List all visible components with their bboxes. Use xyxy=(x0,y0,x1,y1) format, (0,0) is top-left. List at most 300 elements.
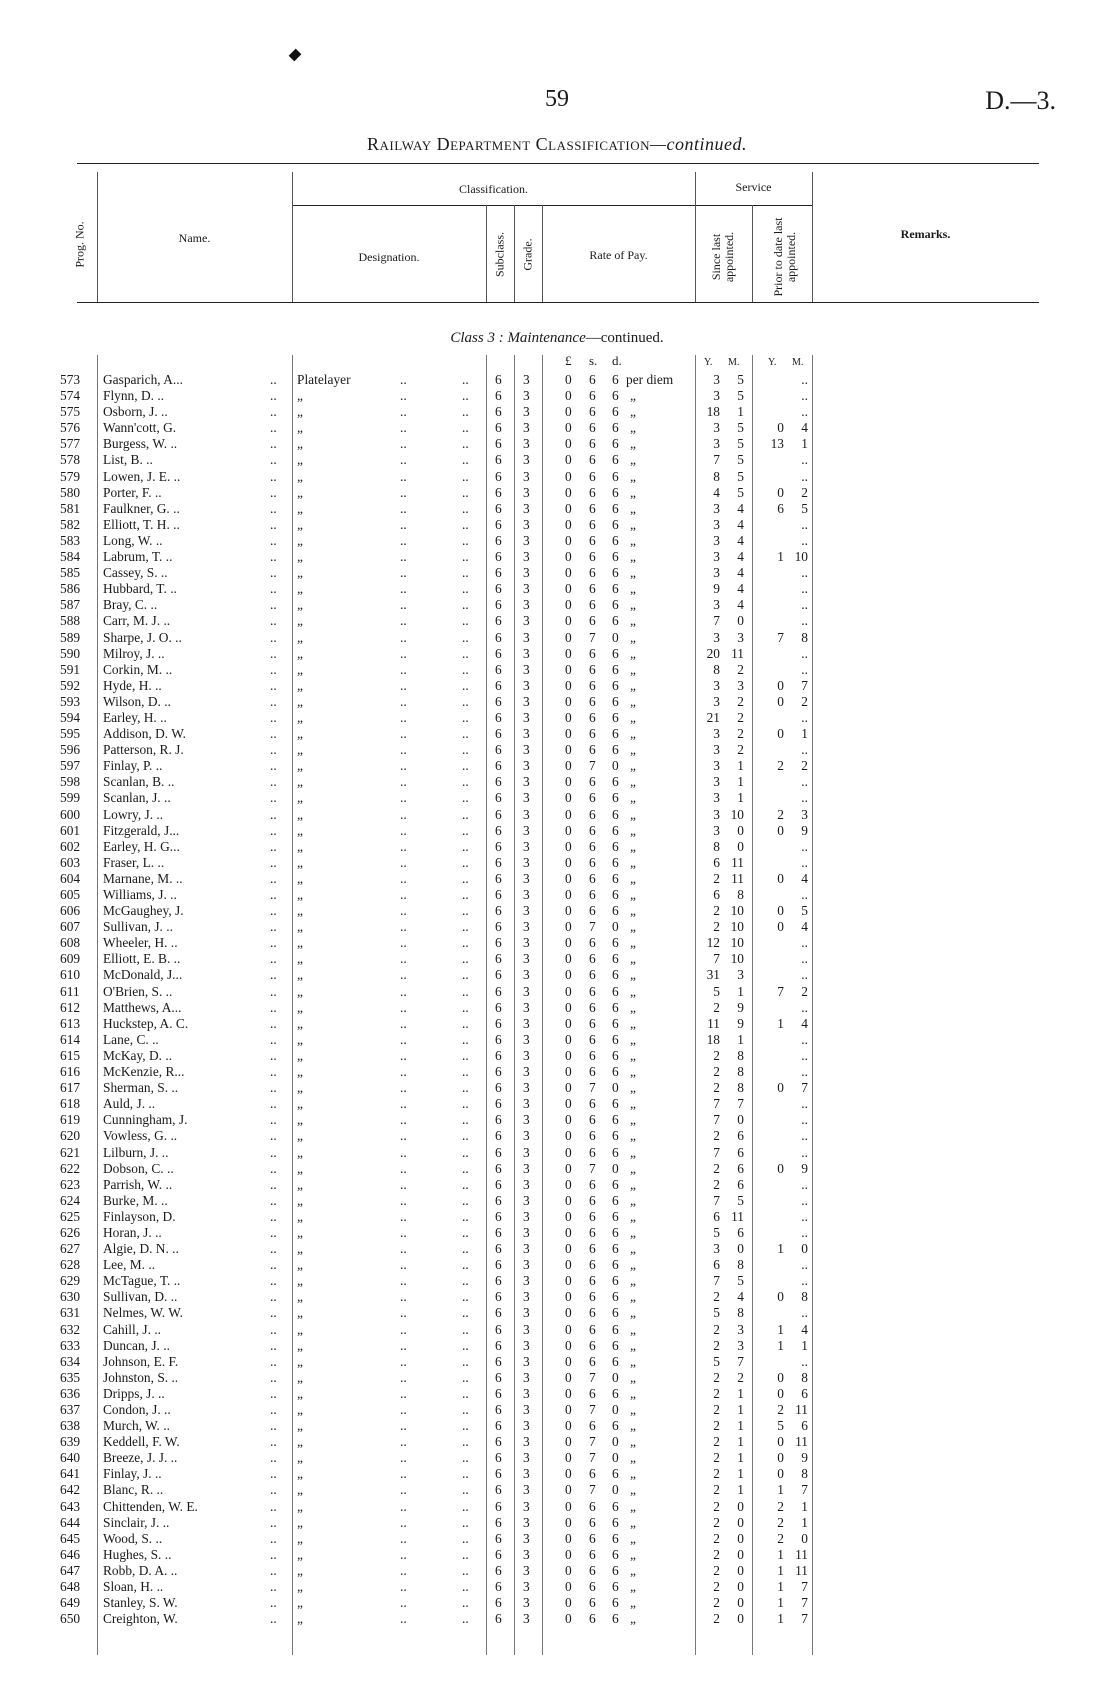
leader-dots: .. xyxy=(462,790,469,806)
leader-dots: .. xyxy=(462,822,469,838)
prior-months: 3 xyxy=(801,806,808,822)
leader-dots: .. xyxy=(462,677,469,693)
pay-period: per diem xyxy=(626,372,674,387)
prior-years: 1 xyxy=(777,549,784,565)
prior-months: .. xyxy=(801,1128,808,1144)
grade: 3 xyxy=(523,1160,530,1176)
leader-dots: .. xyxy=(400,661,407,677)
pay-pounds: 0 xyxy=(565,1176,572,1192)
pay-period: „ xyxy=(630,1434,636,1450)
table-row xyxy=(0,1145,1114,1161)
pay-pence: 6 xyxy=(612,1257,619,1273)
prior-months: 9 xyxy=(801,1450,808,1466)
grade: 3 xyxy=(523,1498,530,1514)
pay-period: „ xyxy=(630,1579,636,1595)
leader-dots: .. xyxy=(462,838,469,854)
pay-pounds: 0 xyxy=(565,1112,572,1128)
grade: 3 xyxy=(523,887,530,902)
unit-pence: d. xyxy=(612,353,622,368)
prog-no: 591 xyxy=(60,661,81,677)
table-row xyxy=(0,1579,1114,1595)
employee-name: Williams, J. .. xyxy=(103,887,177,902)
prior-months: .. xyxy=(801,1064,808,1080)
pay-pounds: 0 xyxy=(565,1418,572,1434)
since-months: 5 xyxy=(737,1273,744,1289)
since-years: 7 xyxy=(713,951,720,967)
prior-months: .. xyxy=(801,935,808,951)
table-row xyxy=(0,1322,1114,1338)
pay-period: „ xyxy=(630,436,636,452)
prior-months: 11 xyxy=(795,1402,808,1417)
pay-shillings: 7 xyxy=(589,1434,596,1450)
pay-shillings: 6 xyxy=(589,1385,596,1401)
grade: 3 xyxy=(523,1192,530,1208)
employee-name: Earley, H. .. xyxy=(103,709,167,725)
leader-dots: .. xyxy=(270,581,277,597)
pay-period: „ xyxy=(630,1611,636,1627)
designation: „ xyxy=(297,693,303,709)
subclass: 6 xyxy=(495,951,502,967)
pay-pounds: 0 xyxy=(565,388,572,404)
employee-name: Finlay, J. .. xyxy=(103,1466,162,1482)
leader-dots: .. xyxy=(462,742,469,758)
pay-shillings: 6 xyxy=(589,404,596,420)
pay-pence: 6 xyxy=(612,903,619,919)
pay-shillings: 6 xyxy=(589,1192,596,1208)
pay-period: „ xyxy=(630,420,636,436)
pay-shillings: 6 xyxy=(589,436,596,452)
pay-pounds: 0 xyxy=(565,1546,572,1562)
grade: 3 xyxy=(523,677,530,693)
since-years: 2 xyxy=(713,1064,720,1080)
table-row xyxy=(0,1402,1114,1418)
pay-shillings: 6 xyxy=(589,983,596,999)
employee-name: Burgess, W. .. xyxy=(103,436,178,452)
pay-shillings: 6 xyxy=(589,1611,596,1627)
since-months: 10 xyxy=(730,806,744,822)
prior-months: 5 xyxy=(801,903,808,919)
leader-dots: .. xyxy=(400,1241,407,1257)
pay-shillings: 6 xyxy=(589,1112,596,1128)
designation: „ xyxy=(297,500,303,516)
since-years: 11 xyxy=(707,1015,720,1031)
pay-shillings: 6 xyxy=(589,999,596,1015)
since-months: 8 xyxy=(737,1047,744,1063)
leader-dots: .. xyxy=(270,1482,277,1498)
prog-no: 590 xyxy=(60,645,81,661)
pay-pence: 6 xyxy=(612,1385,619,1401)
designation: „ xyxy=(297,1031,303,1047)
pay-period: „ xyxy=(630,629,636,645)
since-months: 5 xyxy=(737,468,744,484)
pay-pence: 0 xyxy=(612,1402,619,1417)
pay-pence: 6 xyxy=(612,983,619,999)
since-months: 10 xyxy=(730,935,744,951)
prior-months: .. xyxy=(801,404,808,420)
table-row xyxy=(0,758,1114,774)
pay-shillings: 6 xyxy=(589,1530,596,1546)
designation: „ xyxy=(297,1562,303,1578)
pay-pence: 6 xyxy=(612,999,619,1015)
since-years: 31 xyxy=(706,967,720,983)
pay-pence: 6 xyxy=(612,677,619,693)
since-months: 1 xyxy=(737,1031,744,1047)
page-title xyxy=(0,134,1114,155)
leader-dots: .. xyxy=(270,1289,277,1305)
prog-no: 619 xyxy=(60,1112,81,1128)
designation: „ xyxy=(297,935,303,951)
prior-months: 7 xyxy=(801,1595,808,1611)
pay-pence: 6 xyxy=(612,1112,619,1128)
table-row xyxy=(0,1096,1114,1112)
prior-months: .. xyxy=(801,1305,808,1321)
grade: 3 xyxy=(523,404,530,420)
prog-no: 634 xyxy=(60,1353,81,1369)
since-years: 5 xyxy=(713,1353,720,1369)
leader-dots: .. xyxy=(400,1080,407,1096)
since-years: 6 xyxy=(713,887,720,902)
leader-dots: .. xyxy=(400,1450,407,1466)
pay-pounds: 0 xyxy=(565,1160,572,1176)
pay-pounds: 0 xyxy=(565,1241,572,1257)
prog-no: 628 xyxy=(60,1257,81,1273)
employee-name: Hyde, H. .. xyxy=(103,677,162,693)
leader-dots: .. xyxy=(462,709,469,725)
designation: „ xyxy=(297,887,303,902)
pay-pounds: 0 xyxy=(565,742,572,758)
prog-no: 611 xyxy=(60,983,80,999)
employee-name: Labrum, T. .. xyxy=(103,549,173,565)
leader-dots: .. xyxy=(270,1530,277,1546)
pay-pence: 6 xyxy=(612,613,619,629)
employee-name: McKenzie, R... xyxy=(103,1064,185,1080)
leader-dots: .. xyxy=(270,484,277,500)
grade: 3 xyxy=(523,1337,530,1353)
prior-months: .. xyxy=(801,645,808,661)
subclass: 6 xyxy=(495,1273,502,1289)
subclass: 6 xyxy=(495,983,502,999)
subclass: 6 xyxy=(495,1080,502,1096)
pay-shillings: 6 xyxy=(589,1031,596,1047)
designation: „ xyxy=(297,919,303,935)
pay-pounds: 0 xyxy=(565,613,572,629)
leader-dots: .. xyxy=(462,999,469,1015)
pay-pounds: 0 xyxy=(565,1015,572,1031)
leader-dots: .. xyxy=(400,1192,407,1208)
subclass: 6 xyxy=(495,1096,502,1112)
table-row xyxy=(0,630,1114,646)
table-row xyxy=(0,1128,1114,1144)
since-months: 6 xyxy=(737,1224,744,1240)
leader-dots: .. xyxy=(270,693,277,709)
leader-dots: .. xyxy=(462,629,469,645)
header-designation: Designation. xyxy=(358,250,420,264)
pay-pounds: 0 xyxy=(565,581,572,597)
pay-pounds: 0 xyxy=(565,1096,572,1112)
since-years: 3 xyxy=(713,565,720,581)
prior-years: 1 xyxy=(777,1611,784,1627)
prog-no: 625 xyxy=(60,1208,81,1224)
subclass: 6 xyxy=(495,1353,502,1369)
since-months: 4 xyxy=(737,549,744,565)
prior-months: .. xyxy=(801,597,808,613)
prior-months: .. xyxy=(801,854,808,870)
prior-years: 2 xyxy=(777,1498,784,1514)
leader-dots: .. xyxy=(270,838,277,854)
prior-months: .. xyxy=(801,388,808,404)
leader-dots: .. xyxy=(270,935,277,951)
subclass: 6 xyxy=(495,1289,502,1305)
pay-shillings: 6 xyxy=(589,1562,596,1578)
pay-shillings: 7 xyxy=(589,1160,596,1176)
pay-shillings: 6 xyxy=(589,613,596,629)
table-row xyxy=(0,1289,1114,1305)
employee-name: Finlay, P. .. xyxy=(103,758,163,774)
prior-years: 5 xyxy=(777,1418,784,1434)
since-months: 4 xyxy=(737,565,744,581)
since-months: 8 xyxy=(737,1257,744,1273)
grade: 3 xyxy=(523,1450,530,1466)
leader-dots: .. xyxy=(270,388,277,404)
since-months: 2 xyxy=(737,742,744,758)
pay-shillings: 7 xyxy=(589,1402,596,1417)
leader-dots: .. xyxy=(400,1434,407,1450)
leader-dots: .. xyxy=(400,1498,407,1514)
leader-dots: .. xyxy=(270,758,277,774)
leader-dots: .. xyxy=(270,870,277,886)
subclass: 6 xyxy=(495,500,502,516)
pay-shillings: 7 xyxy=(589,758,596,774)
prior-months: 1 xyxy=(801,1337,808,1353)
since-months: 9 xyxy=(737,999,744,1015)
leader-dots: .. xyxy=(462,806,469,822)
leader-dots: .. xyxy=(462,1402,469,1417)
since-months: 3 xyxy=(737,629,744,645)
title-continued: —continued. xyxy=(649,134,747,154)
leader-dots: .. xyxy=(462,870,469,886)
leader-dots: .. xyxy=(270,999,277,1015)
leader-dots: .. xyxy=(270,1595,277,1611)
since-years: 3 xyxy=(713,693,720,709)
prog-no: 575 xyxy=(60,404,81,420)
pay-period: „ xyxy=(630,1402,636,1417)
table-row xyxy=(0,1257,1114,1273)
employee-name: Porter, F. .. xyxy=(103,484,162,500)
leader-dots: .. xyxy=(270,1385,277,1401)
since-months: 2 xyxy=(737,709,744,725)
pay-shillings: 6 xyxy=(589,774,596,790)
leader-dots: .. xyxy=(462,613,469,629)
subclass: 6 xyxy=(495,565,502,581)
pay-pounds: 0 xyxy=(565,549,572,565)
prog-no: 626 xyxy=(60,1224,81,1240)
pay-pence: 0 xyxy=(612,1369,619,1385)
grade: 3 xyxy=(523,629,530,645)
since-years: 2 xyxy=(713,1385,720,1401)
employee-name: Creighton, W. xyxy=(103,1611,178,1627)
table-row xyxy=(0,1273,1114,1289)
leader-dots: .. xyxy=(400,645,407,661)
employee-name: Flynn, D. .. xyxy=(103,388,165,404)
since-years: 6 xyxy=(713,1208,720,1224)
pay-pence: 0 xyxy=(612,1482,619,1498)
subclass: 6 xyxy=(495,1611,502,1627)
leader-dots: .. xyxy=(462,1498,469,1514)
prior-years: 7 xyxy=(777,629,784,645)
table-row xyxy=(0,1482,1114,1498)
employee-name: Johnston, S. .. xyxy=(103,1369,179,1385)
leader-dots: .. xyxy=(400,1305,407,1321)
prior-months: .. xyxy=(801,452,808,468)
pay-shillings: 7 xyxy=(589,1482,596,1498)
pay-pounds: 0 xyxy=(565,404,572,420)
pay-pence: 6 xyxy=(612,1418,619,1434)
table-row xyxy=(0,1354,1114,1370)
since-years: 2 xyxy=(713,1047,720,1063)
leader-dots: .. xyxy=(462,1144,469,1160)
leader-dots: .. xyxy=(400,1224,407,1240)
since-years: 6 xyxy=(713,1257,720,1273)
since-years: 2 xyxy=(713,1579,720,1595)
since-years: 3 xyxy=(713,436,720,452)
pay-period: „ xyxy=(630,452,636,468)
leader-dots: .. xyxy=(270,790,277,806)
since-years: 2 xyxy=(713,1595,720,1611)
prior-months: 4 xyxy=(801,1015,808,1031)
prior-months: 1 xyxy=(801,1514,808,1530)
table-row xyxy=(0,919,1114,935)
since-months: 10 xyxy=(730,903,744,919)
leader-dots: .. xyxy=(400,1321,407,1337)
prior-years: 0 xyxy=(777,484,784,500)
prior-months: .. xyxy=(801,1353,808,1369)
pay-pence: 6 xyxy=(612,854,619,870)
pay-pounds: 0 xyxy=(565,1466,572,1482)
pay-period: „ xyxy=(630,983,636,999)
prior-years: 2 xyxy=(777,758,784,774)
subclass: 6 xyxy=(495,1257,502,1273)
grade: 3 xyxy=(523,581,530,597)
since-years: 2 xyxy=(713,1466,720,1482)
prog-no: 582 xyxy=(60,516,81,532)
leader-dots: .. xyxy=(400,597,407,613)
employee-name: Wheeler, H. .. xyxy=(103,935,178,951)
designation: „ xyxy=(297,1208,303,1224)
leader-dots: .. xyxy=(400,1385,407,1401)
table-row xyxy=(0,1209,1114,1225)
prior-months: 4 xyxy=(801,870,808,886)
table-row xyxy=(0,485,1114,501)
pay-pounds: 0 xyxy=(565,935,572,951)
designation: „ xyxy=(297,1160,303,1176)
prog-no: 603 xyxy=(60,854,81,870)
prior-years: 0 xyxy=(777,420,784,436)
prior-months: 11 xyxy=(795,1562,808,1578)
employee-name: Sinclair, J. .. xyxy=(103,1514,170,1530)
pay-pounds: 0 xyxy=(565,790,572,806)
prog-no: 639 xyxy=(60,1434,81,1450)
prior-years: 0 xyxy=(777,1160,784,1176)
leader-dots: .. xyxy=(270,1353,277,1369)
prior-months: 2 xyxy=(801,758,808,774)
since-months: 0 xyxy=(737,1579,744,1595)
pay-shillings: 6 xyxy=(589,1208,596,1224)
since-years: 2 xyxy=(713,1289,720,1305)
leader-dots: .. xyxy=(400,1466,407,1482)
since-months: 0 xyxy=(737,1611,744,1627)
since-years: 9 xyxy=(713,581,720,597)
prior-months: 6 xyxy=(801,1418,808,1434)
leader-dots: .. xyxy=(270,1096,277,1112)
leader-dots: .. xyxy=(400,1402,407,1417)
prior-months: 9 xyxy=(801,822,808,838)
prior-months: .. xyxy=(801,790,808,806)
leader-dots: .. xyxy=(400,1562,407,1578)
subclass: 6 xyxy=(495,468,502,484)
pay-period: „ xyxy=(630,1096,636,1112)
grade: 3 xyxy=(523,1080,530,1096)
prior-years: 0 xyxy=(777,1466,784,1482)
prior-years: 0 xyxy=(777,919,784,935)
pay-shillings: 6 xyxy=(589,726,596,742)
designation: „ xyxy=(297,532,303,548)
subclass: 6 xyxy=(495,1546,502,1562)
prior-years: 1 xyxy=(777,1562,784,1578)
grade: 3 xyxy=(523,1015,530,1031)
prog-no: 598 xyxy=(60,774,81,790)
leader-dots: .. xyxy=(270,549,277,565)
employee-name: Lowry, J. .. xyxy=(103,806,164,822)
since-years: 7 xyxy=(713,452,720,468)
designation: „ xyxy=(297,1450,303,1466)
subclass: 6 xyxy=(495,1015,502,1031)
prog-no: 588 xyxy=(60,613,81,629)
leader-dots: .. xyxy=(462,1611,469,1627)
employee-name: Faulkner, G. .. xyxy=(103,500,180,516)
since-months: 8 xyxy=(737,1064,744,1080)
pay-period: „ xyxy=(630,1047,636,1063)
prior-years: 1 xyxy=(777,1579,784,1595)
prior-months: .. xyxy=(801,1273,808,1289)
prior-years: 0 xyxy=(777,693,784,709)
employee-name: McGaughey, J. xyxy=(103,903,184,919)
leader-dots: .. xyxy=(462,452,469,468)
pay-pence: 6 xyxy=(612,1176,619,1192)
leader-dots: .. xyxy=(270,565,277,581)
grade: 3 xyxy=(523,838,530,854)
employee-name: Vowless, G. .. xyxy=(103,1128,178,1144)
leader-dots: .. xyxy=(270,645,277,661)
pay-pounds: 0 xyxy=(565,645,572,661)
designation: „ xyxy=(297,1369,303,1385)
leader-dots: .. xyxy=(270,1402,277,1417)
pay-pounds: 0 xyxy=(565,854,572,870)
since-months: 5 xyxy=(737,1192,744,1208)
subclass: 6 xyxy=(495,1321,502,1337)
pay-period: „ xyxy=(630,1289,636,1305)
prog-no: 621 xyxy=(60,1144,81,1160)
pay-pence: 6 xyxy=(612,951,619,967)
pay-pounds: 0 xyxy=(565,1047,572,1063)
pay-shillings: 7 xyxy=(589,1369,596,1385)
subclass: 6 xyxy=(495,1402,502,1417)
pay-shillings: 6 xyxy=(589,661,596,677)
leader-dots: .. xyxy=(400,1337,407,1353)
pay-period: „ xyxy=(630,1031,636,1047)
prog-no: 586 xyxy=(60,581,81,597)
table-row xyxy=(0,597,1114,613)
grade: 3 xyxy=(523,613,530,629)
